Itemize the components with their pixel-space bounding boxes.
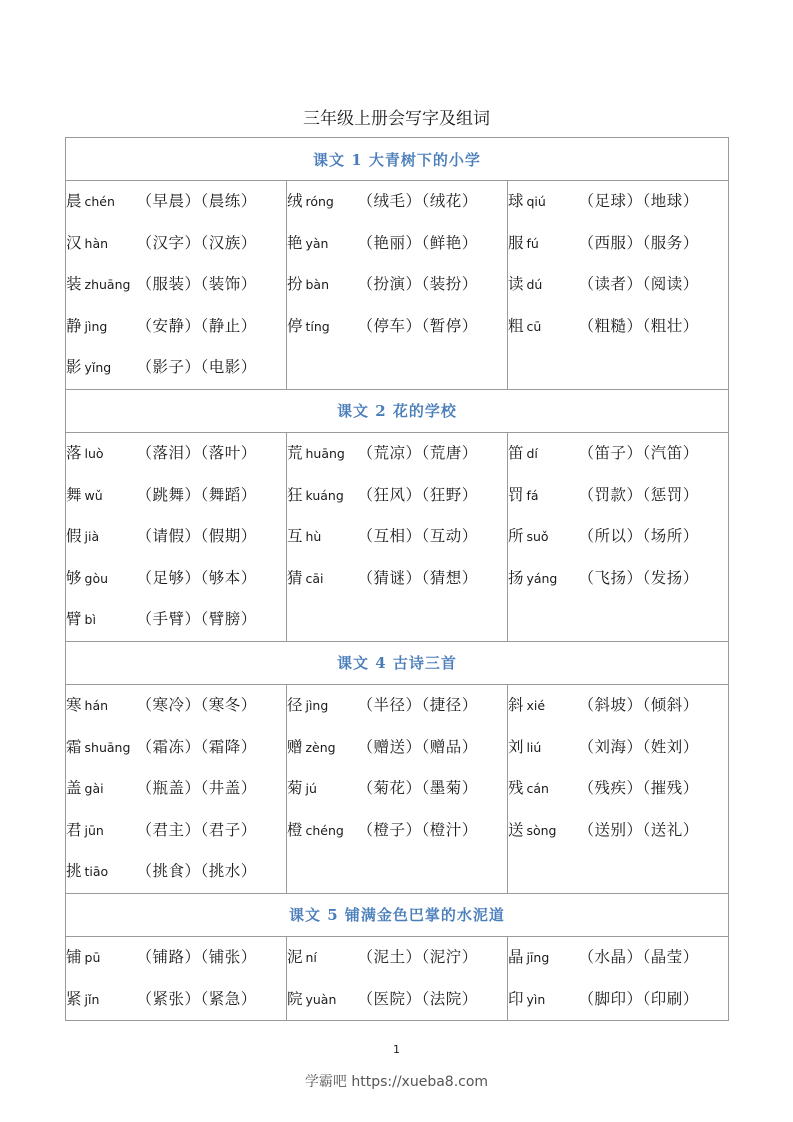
- vocab-character: 荒: [286, 443, 303, 462]
- vocab-pinyin: hán: [84, 697, 109, 713]
- vocab-character: 粗: [507, 316, 524, 335]
- vocab-words: （艳丽）（鲜艳）: [357, 233, 478, 252]
- vocab-column: [507, 684, 728, 893]
- section-header-row: [66, 893, 729, 936]
- table-body: [66, 138, 729, 1021]
- vocab-character: 艳: [286, 233, 303, 252]
- vocab-entry: [287, 181, 507, 223]
- vocab-character: 印: [507, 989, 524, 1008]
- vocab-words: （影子）（电影）: [136, 358, 257, 377]
- vocab-character: 服: [507, 233, 524, 252]
- vocab-words: （送别）（送礼）: [578, 820, 699, 839]
- vocab-character: 停: [286, 316, 303, 335]
- vocab-character: 刘: [507, 737, 524, 756]
- vocab-entry: [287, 979, 507, 1021]
- section-header-row: [66, 389, 729, 432]
- vocab-column: [66, 181, 287, 390]
- vocab-entry: [508, 223, 728, 265]
- vocab-words: （寒冷）（寒冬）: [136, 695, 257, 714]
- vocab-character: 假: [66, 527, 82, 546]
- vocab-pinyin: gòu: [84, 570, 109, 586]
- vocab-character: 扬: [507, 568, 524, 587]
- vocab-entry: [287, 433, 507, 475]
- vocab-pinyin: pū: [84, 949, 101, 965]
- vocab-character: 送: [507, 820, 524, 839]
- vocab-words: （罚款）（惩罚）: [578, 485, 699, 504]
- vocab-pinyin: jú: [305, 781, 317, 797]
- section-header-row: [66, 138, 729, 181]
- vocab-entry: [66, 979, 286, 1021]
- vocab-entry: [66, 223, 286, 265]
- vocab-words: （橙子）（橙汁）: [357, 820, 478, 839]
- vocab-entry: [287, 516, 507, 558]
- vocab-entry: [66, 475, 286, 517]
- vocab-words: （安静）（静止）: [136, 316, 257, 335]
- vocab-pinyin: jūn: [84, 822, 104, 838]
- vocab-entry: [508, 181, 728, 223]
- vocab-character: 赠: [286, 737, 303, 756]
- vocab-words: （绒毛）（绒花）: [357, 192, 478, 210]
- vocab-character: 斜: [507, 695, 524, 714]
- vocab-pinyin: hù: [305, 529, 322, 545]
- vocab-words: （服装）（装饰）: [136, 275, 257, 294]
- vocab-entry: [508, 810, 728, 852]
- vocab-entry: [66, 851, 286, 893]
- vocab-entry: [287, 727, 507, 769]
- vocab-words: （粗糙）（粗壮）: [578, 316, 699, 335]
- vocab-words: （瓶盖）（井盖）: [136, 779, 257, 798]
- vocab-pinyin: tíng: [305, 318, 330, 334]
- vocab-column: [66, 432, 287, 641]
- vocab-character: 舞: [66, 485, 82, 504]
- vocab-column: [286, 684, 507, 893]
- vocab-words: （手臂）（臂膀）: [136, 610, 257, 629]
- section-heading: 课文 1 大青树下的小学: [66, 138, 729, 181]
- vocab-pinyin: jìng: [305, 697, 329, 713]
- vocab-entry: [66, 727, 286, 769]
- vocab-column: [66, 684, 287, 893]
- vocab-entry: [287, 558, 507, 600]
- vocab-character: 静: [66, 316, 82, 335]
- vocab-character: 菊: [286, 779, 303, 798]
- vocab-entry: [508, 475, 728, 517]
- vocab-words: （霜冻）（霜降）: [136, 737, 257, 756]
- vocab-words: （扮演）（装扮）: [357, 275, 478, 294]
- vocab-character: 猜: [286, 568, 303, 587]
- vocab-words: （紧张）（紧急）: [136, 989, 257, 1008]
- vocab-character: 橙: [286, 820, 303, 839]
- vocab-words: （脚印）（印刷）: [578, 989, 699, 1008]
- vocab-words: （菊花）（墨菊）: [357, 779, 478, 798]
- vocab-pinyin: gài: [84, 781, 104, 797]
- vocab-character: 落: [66, 443, 82, 462]
- vocab-words: （残疾）（摧残）: [578, 779, 699, 798]
- vocab-entry: [287, 223, 507, 265]
- vocab-words: （斜坡）（倾斜）: [578, 695, 699, 714]
- vocab-entry: [508, 433, 728, 475]
- section-body-row: [66, 936, 729, 1020]
- vocab-entry: [508, 558, 728, 600]
- vocab-pinyin: jìng: [84, 318, 108, 334]
- vocab-pinyin: bì: [84, 612, 96, 628]
- vocab-column: [286, 432, 507, 641]
- vocab-entry: [508, 685, 728, 727]
- vocab-entry: [66, 937, 286, 979]
- vocab-pinyin: bàn: [305, 277, 330, 293]
- vocab-character: 残: [507, 779, 524, 798]
- section-body-row: [66, 684, 729, 893]
- vocab-words: （狂风）（狂野）: [357, 485, 478, 504]
- vocab-entry: [287, 810, 507, 852]
- vocab-words: （刘海）（姓刘）: [578, 737, 699, 756]
- vocab-pinyin: xié: [526, 697, 546, 713]
- vocab-pinyin: zhuāng: [84, 277, 131, 293]
- section-heading: 课文 5 铺满金色巴掌的水泥道: [66, 893, 729, 936]
- vocab-character: 君: [66, 820, 82, 839]
- vocab-words: （跳舞）（舞蹈）: [136, 485, 257, 504]
- vocab-character: 盖: [66, 779, 82, 798]
- vocab-words: （汉字）（汉族）: [136, 233, 257, 252]
- vocab-pinyin: cū: [526, 318, 542, 334]
- vocab-words: （挑食）（挑水）: [136, 862, 257, 881]
- section-body-row: [66, 181, 729, 390]
- vocab-pinyin: liú: [526, 739, 542, 755]
- vocab-pinyin: huāng: [305, 445, 345, 461]
- vocab-character: 绒: [286, 192, 303, 210]
- vocab-words: （足球）（地球）: [578, 192, 699, 210]
- vocab-entry: [508, 306, 728, 348]
- vocab-pinyin: kuáng: [305, 487, 344, 503]
- vocab-entry: [287, 685, 507, 727]
- vocab-words: （所以）（场所）: [578, 527, 699, 546]
- vocab-entry: [508, 937, 728, 979]
- vocab-character: 寒: [66, 695, 82, 714]
- vocab-pinyin: yuàn: [305, 991, 337, 1007]
- vocab-entry: [66, 433, 286, 475]
- vocab-words: （早晨）（晨练）: [136, 192, 257, 210]
- vocab-words: （君主）（君子）: [136, 820, 257, 839]
- vocab-pinyin: luò: [84, 445, 104, 461]
- vocab-pinyin: zèng: [305, 739, 336, 755]
- vocab-words: （互相）（互动）: [357, 527, 478, 546]
- vocab-entry: [508, 768, 728, 810]
- footer-watermark: 学霸吧 https://xueba8.com: [304, 1074, 489, 1090]
- section-heading: 课文 4 古诗三首: [66, 641, 729, 684]
- vocab-pinyin: wǔ: [84, 487, 103, 503]
- vocab-pinyin: jǐn: [84, 991, 100, 1007]
- vocab-entry: [66, 685, 286, 727]
- vocab-pinyin: jià: [84, 529, 100, 545]
- vocab-character: 球: [507, 192, 524, 210]
- vocab-column: [286, 181, 507, 390]
- vocab-column: [66, 936, 287, 1020]
- vocab-character: 晨: [66, 192, 82, 210]
- vocab-pinyin: qiú: [526, 194, 546, 209]
- vocab-entry: [287, 768, 507, 810]
- vocab-column: [507, 936, 728, 1020]
- vocab-pinyin: cán: [526, 781, 549, 797]
- vocab-pinyin: hàn: [84, 235, 109, 251]
- vocab-pinyin: chéng: [305, 822, 344, 838]
- vocab-pinyin: suǒ: [526, 529, 549, 545]
- vocab-pinyin: yàn: [305, 235, 329, 251]
- vocab-character: 泥: [286, 947, 303, 966]
- vocab-column: [286, 936, 507, 1020]
- vocab-pinyin: róng: [305, 194, 334, 209]
- vocab-column: [507, 181, 728, 390]
- vocab-pinyin: shuāng: [84, 739, 131, 755]
- section-body-row: [66, 432, 729, 641]
- vocab-character: 紧: [66, 989, 82, 1008]
- vocab-pinyin: dú: [526, 277, 543, 293]
- vocab-entry: [287, 475, 507, 517]
- vocab-words: （铺路）（铺张）: [136, 947, 257, 966]
- vocab-pinyin: sòng: [526, 822, 557, 838]
- vocab-character: 笛: [507, 443, 524, 462]
- vocab-character: 互: [286, 527, 303, 546]
- vocab-entry: [287, 306, 507, 348]
- vocab-character: 扮: [286, 275, 303, 294]
- vocab-entry: [66, 599, 286, 641]
- vocab-entry: [66, 516, 286, 558]
- vocab-pinyin: cāi: [305, 570, 324, 586]
- section-heading: 课文 2 花的学校: [66, 389, 729, 432]
- vocab-entry: [287, 264, 507, 306]
- vocab-entry: [66, 181, 286, 223]
- vocab-entry: [66, 558, 286, 600]
- vocab-words: （落泪）（落叶）: [136, 443, 257, 462]
- vocab-entry: [66, 347, 286, 389]
- vocab-character: 够: [66, 568, 82, 587]
- page-title: 三年级上册会写字及组词: [303, 109, 490, 129]
- vocab-entry: [287, 937, 507, 979]
- vocab-pinyin: yìn: [526, 991, 546, 1007]
- vocab-words: （半径）（捷径）: [357, 695, 478, 714]
- vocab-pinyin: jīng: [526, 949, 550, 965]
- vocab-pinyin: tiāo: [84, 864, 109, 880]
- vocab-character: 径: [286, 695, 303, 714]
- vocab-entry: [66, 810, 286, 852]
- vocab-entry: [508, 264, 728, 306]
- vocab-character: 臂: [66, 610, 82, 629]
- vocab-character: 霜: [66, 737, 82, 756]
- page-number: 1: [393, 1043, 400, 1056]
- vocab-entry: [66, 264, 286, 306]
- vocab-words: （荒凉）（荒唐）: [357, 443, 478, 462]
- vocab-character: 装: [66, 275, 82, 294]
- vocab-words: （泥土）（泥泞）: [357, 947, 478, 966]
- vocab-words: （水晶）（晶莹）: [578, 947, 699, 966]
- vocab-character: 所: [507, 527, 524, 546]
- vocab-words: （赠送）（赠品）: [357, 737, 478, 756]
- vocab-words: （飞扬）（发扬）: [578, 568, 699, 587]
- vocab-character: 影: [66, 358, 82, 377]
- vocab-entry: [508, 979, 728, 1021]
- vocab-pinyin: yáng: [526, 570, 558, 586]
- vocab-character: 挑: [66, 862, 82, 881]
- vocab-entry: [66, 768, 286, 810]
- vocab-character: 罚: [507, 485, 524, 504]
- vocab-words: （请假）（假期）: [136, 527, 257, 546]
- vocab-words: （读者）（阅读）: [578, 275, 699, 294]
- vocab-character: 狂: [286, 485, 303, 504]
- vocab-words: （笛子）（汽笛）: [578, 443, 699, 462]
- vocab-pinyin: fú: [526, 235, 539, 251]
- vocab-pinyin: chén: [84, 194, 115, 209]
- vocab-character: 院: [286, 989, 303, 1008]
- vocab-pinyin: dí: [526, 445, 538, 461]
- vocabulary-table: [65, 137, 729, 1021]
- vocab-words: （医院）（法院）: [357, 989, 478, 1008]
- vocab-character: 汉: [66, 233, 82, 252]
- vocab-words: （停车）（暂停）: [357, 316, 478, 335]
- vocab-words: （足够）（够本）: [136, 568, 257, 587]
- vocab-character: 晶: [507, 947, 524, 966]
- vocab-pinyin: ní: [305, 949, 317, 965]
- vocab-pinyin: yǐng: [84, 360, 112, 376]
- vocab-words: （西服）（服务）: [578, 233, 699, 252]
- vocab-words: （猜谜）（猜想）: [357, 568, 478, 587]
- vocab-character: 铺: [66, 947, 82, 966]
- vocab-entry: [66, 306, 286, 348]
- vocab-character: 读: [507, 275, 524, 294]
- vocab-column: [507, 432, 728, 641]
- vocab-pinyin: fá: [526, 487, 539, 503]
- vocab-entry: [508, 516, 728, 558]
- section-header-row: [66, 641, 729, 684]
- vocab-entry: [508, 727, 728, 769]
